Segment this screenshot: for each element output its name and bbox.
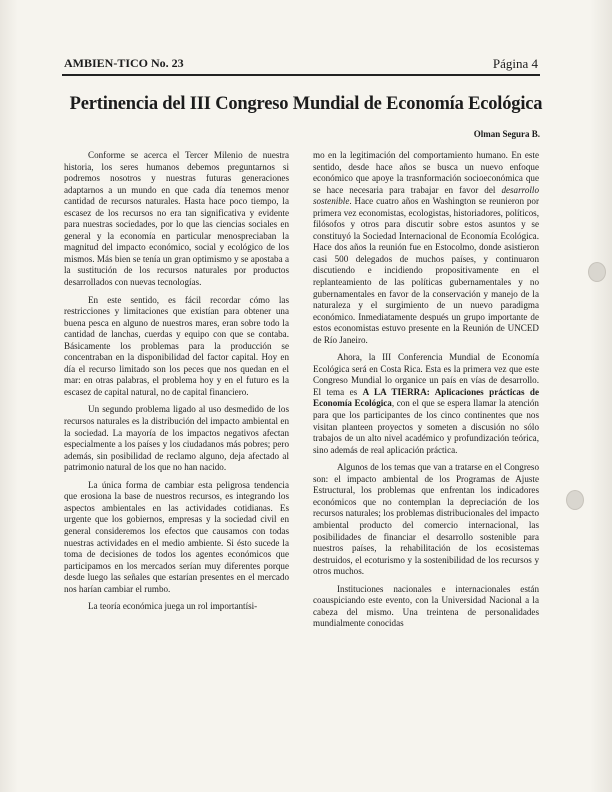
article-author: Olman Segura B. <box>473 129 540 139</box>
right-column <box>313 150 539 636</box>
italic-term: desarrollo sostenible <box>313 184 539 207</box>
article-title: Pertinencia del III Congreso Mundial de Economía Ecológica <box>69 94 543 114</box>
binder-hole <box>566 490 584 510</box>
paragraph <box>313 352 539 456</box>
paragraph: La teoría económica juega un rol importantísi- <box>88 601 258 612</box>
paragraph: Conforme se acerca el Tercer Milenio de nuestra historia, los seres humanos debemos preguntarnos si podremos nosotros y nuestras futuras generaciones adaptarnos a un mundo en que cada día tenemos menor cantidad de recursos naturales. Hasta hace poco tiempo, la escasez de los recursos no era tan significativa y evidente para nuestras sociedades, por lo que las ciencias sociales en general y la economía en particular menospreciaban la magnitud del impacto económico, social y ecológico de los mismos. Más bien se tenía un gran optimismo y se apostaba a la sustitución de los recursos naturales por productos desarrollados con nuevas tecnologías. <box>64 150 289 288</box>
header-rule <box>62 74 540 76</box>
paragraph-text: . Hace cuatro años en Washington se reunieron por primera vez economistas, ecologistas, historiadores, políticos, filósofos y otros para discutir sobre estos asuntos y se constituyó la Sociedad Internacional de Economía Ecológica. Hace dos años la reunión fue en Estocolmo, donde asistieron casi 500 delegados de muchos países, y continuaron discutiendo e incidiendo propositivamente en el replanteamiento de las políticas gubernamentales y no gubernamentales en favor de la conservación y manejo de la naturaleza y el surgimiento de un nuevo paradigma económico. Inmediatamente después un grupo importante de estos economistas estuvo presente en la Reunión de UNCED de Río Janeiro. <box>313 196 539 345</box>
publication-name: AMBIEN-TICO No. 23 <box>64 56 184 70</box>
paragraph-text: , con el que se espera llamar la atención para que los participantes de los cinco continentes que nos visitan planteen proyectos y someten a discusión no sólo trabajos de un alto nivel académico y profundización teórica, sino además de real aplicación práctica. <box>313 398 539 455</box>
congress-theme: A LA TIERRA: Aplicaciones prácticas de Economía Ecológica <box>313 386 539 409</box>
binder-hole <box>588 262 606 282</box>
paragraph-text: Ahora, la III Conferencia Mundial de Economía Ecológica será en Costa Rica. Esta es la primera vez que este Congreso Mundial lo organice un país en vías de desarrollo. El tema es <box>313 352 539 397</box>
left-column <box>64 150 289 619</box>
paragraph: Algunos de los temas que van a tratarse en el Congreso son: el impacto ambiental de los Programas de Ajuste Estructural, los problemas que enfrentan los indicadores económicos que no contemplan la depreciación de los recursos naturales; los problemas distribucionales del impacto ambiental producto del comercio internacional, las posibilidades de financiar el desarrollo sostenible para nuestros países, la rehabilitación de los ecosistemas destruidos, el ecoturismo y la sostenibilidad de los recursos y otros muchos. <box>313 462 539 577</box>
paragraph <box>313 150 539 346</box>
paragraph: La única forma de cambiar esta peligrosa tendencia que erosiona la base de nuestros recursos, es integrando los aspectos ambientales en las actividades cotidianas. Es urgente que los gobiernos, empresas y la sociedad civil en general consideremos los efectos que causamos con todas nuestras actividades en el medio ambiente. Si ésto sucede la toma de decisiones de todos los agentes económicos que participamos en los mercados serían muy diferentes porque desde luego las señales que estarían presentes en el mercado nos harían cambiar el rumbo. <box>64 479 289 594</box>
paragraph: Un segundo problema ligado al uso desmedido de los recursos naturales es la distribución del impacto ambiental en la sociedad. La mayoría de los impactos negativos afectan especialmente a los países y los ciudadanos más pobres; pero además, sin posibilidad de reclamo alguno, deja afectado al patrimonio natural de los que no han nacido. <box>64 404 289 473</box>
page-header <box>64 56 538 72</box>
page-number: Página 4 <box>492 56 538 71</box>
paragraph: En este sentido, es fácil recordar cómo las restricciones y limitaciones que existían para obtener una buena pesca en alguno de nuestros mares, eran sobre todo la cantidad de lanchas, cuerdas y equipo con que se contaba. Básicamente los problemas para la producción se concentraban en la disponibilidad del factor capital. Hoy en día el recurso limitado son los peces que nos quedan en el mar: en otras palabras, el problema hoy y en el futuro es la escasez de capital natural, no de capital financiero. <box>64 294 289 397</box>
paragraph-text: mo en la legitimación del comportamiento humano. En este sentido, desde hace años se busca un nuevo enfoque económico que apoye la trasnformación socioeconómica que se hace necesaria para trabajar en favor del <box>313 150 539 195</box>
paragraph: Instituciones nacionales e internacionales están coauspiciando este evento, con la Universidad Nacional a la cabeza del mismo. Una treintena de personalidades mundialmente conocidas <box>313 583 539 629</box>
